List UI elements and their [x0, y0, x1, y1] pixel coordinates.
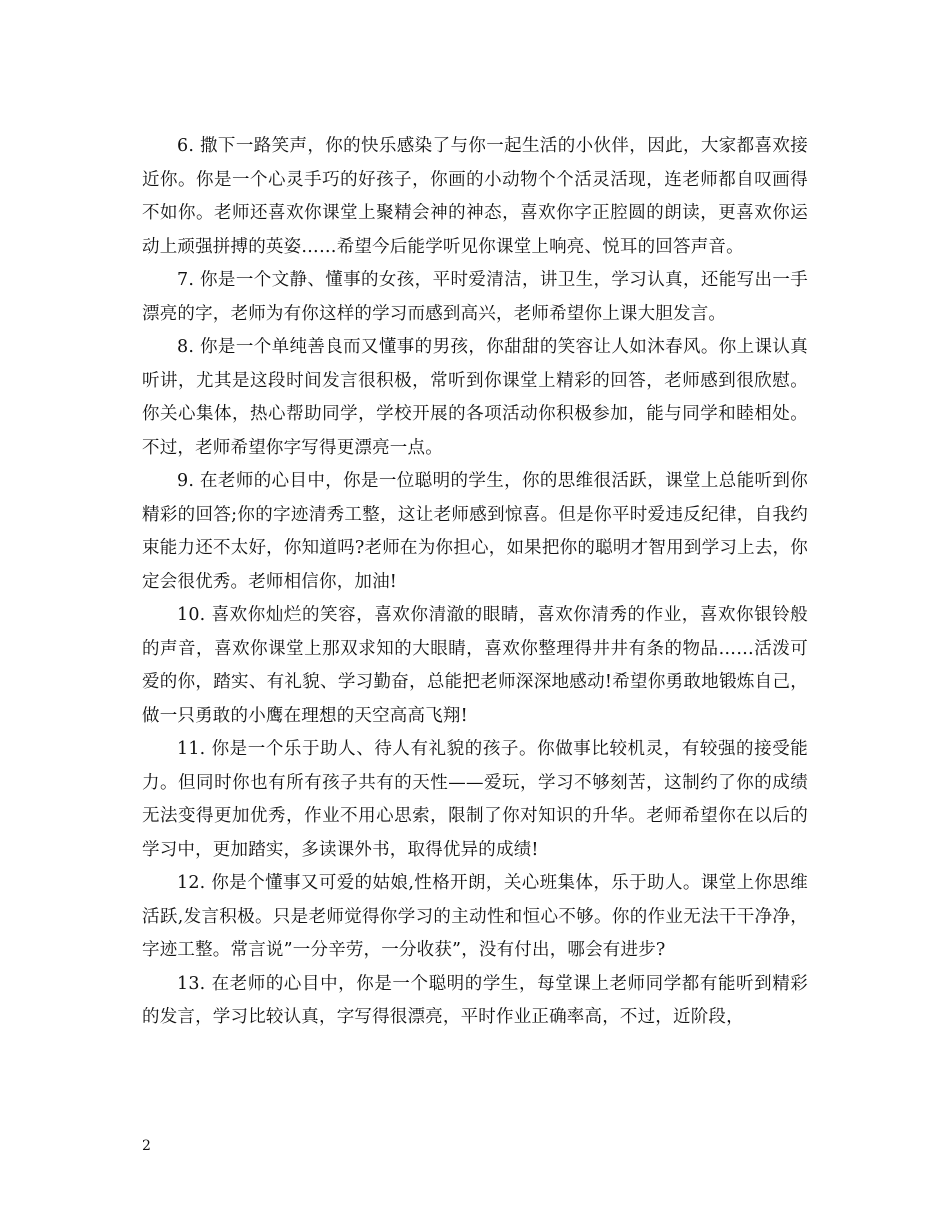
paragraph-10: 10. 喜欢你灿烂的笑容，喜欢你清澈的眼睛，喜欢你清秀的作业，喜欢你银铃般的声音，喜欢你课堂上那双求知的大眼睛，喜欢你整理得井井有条的物品……活泼可爱的你，踏实、有礼貌、学习勤奋，总能把老师深深地感动!希望你勇敢地锻炼自己，做一只勇敢的小鹰在理想的天空高高飞翔!: [142, 605, 808, 726]
paragraph-11: 11. 你是一个乐于助人、待人有礼貌的孩子。你做事比较机灵，有较强的接受能力。但同时你也有所有孩子共有的天性——爱玩，学习不够刻苦，这制约了你的成绩无法变得更加优秀，作业不用心思索，限制了你对知识的升华。老师希望你在以后的学习中，更加踏实，多读课外书，取得优异的成绩!: [142, 739, 808, 860]
paragraph-12: 12. 你是个懂事又可爱的姑娘,性格开朗，关心班集体，乐于助人。课堂上你思维活跃,发言积极。只是老师觉得你学习的主动性和恒心不够。你的作业无法干干净净，字迹工整。常言说”一分辛劳，一分收获”，没有付出，哪会有进步?: [142, 873, 808, 960]
paragraph-6: 6. 撒下一路笑声，你的快乐感染了与你一起生活的小伙伴，因此，大家都喜欢接近你。你是一个心灵手巧的好孩子，你画的小动物个个活灵活现，连老师都自叹画得不如你。老师还喜欢你课堂上聚精会神的神态，喜欢你字正腔圆的朗读，更喜欢你运动上顽强拼搏的英姿……希望今后能学听见你课堂上响亮、悦耳的回答声音。: [142, 136, 808, 257]
paragraph-7: 7. 你是一个文静、懂事的女孩，平时爱清洁，讲卫生，学习认真，还能写出一手漂亮的字，老师为有你这样的学习而感到高兴，老师希望你上课大胆发言。: [142, 270, 808, 324]
paragraph-13: 13. 在老师的心目中，你是一个聪明的学生，每堂课上老师同学都有能听到精彩的发言，学习比较认真，字写得很漂亮，平时作业正确率高，不过，近阶段，: [142, 973, 808, 1027]
paragraph-8: 8. 你是一个单纯善良而又懂事的男孩，你甜甜的笑容让人如沐春风。你上课认真听讲，尤其是这段时间发言很积极，常听到你课堂上精彩的回答，老师感到很欣慰。你关心集体，热心帮助同学，学校开展的各项活动你积极参加，能与同学和睦相处。不过，老师希望你字写得更漂亮一点。: [142, 337, 808, 458]
page-number: 2: [142, 1138, 151, 1154]
paragraph-9: 9. 在老师的心目中，你是一位聪明的学生，你的思维很活跃，课堂上总能听到你精彩的回答;你的字迹清秀工整，这让老师感到惊喜。但是你平时爱违反纪律，自我约束能力还不太好，你知道吗?老师在为你担心，如果把你的聪明才智用到学习上去，你定会很优秀。老师相信你，加油!: [142, 471, 808, 592]
document-body: [142, 130, 808, 1035]
